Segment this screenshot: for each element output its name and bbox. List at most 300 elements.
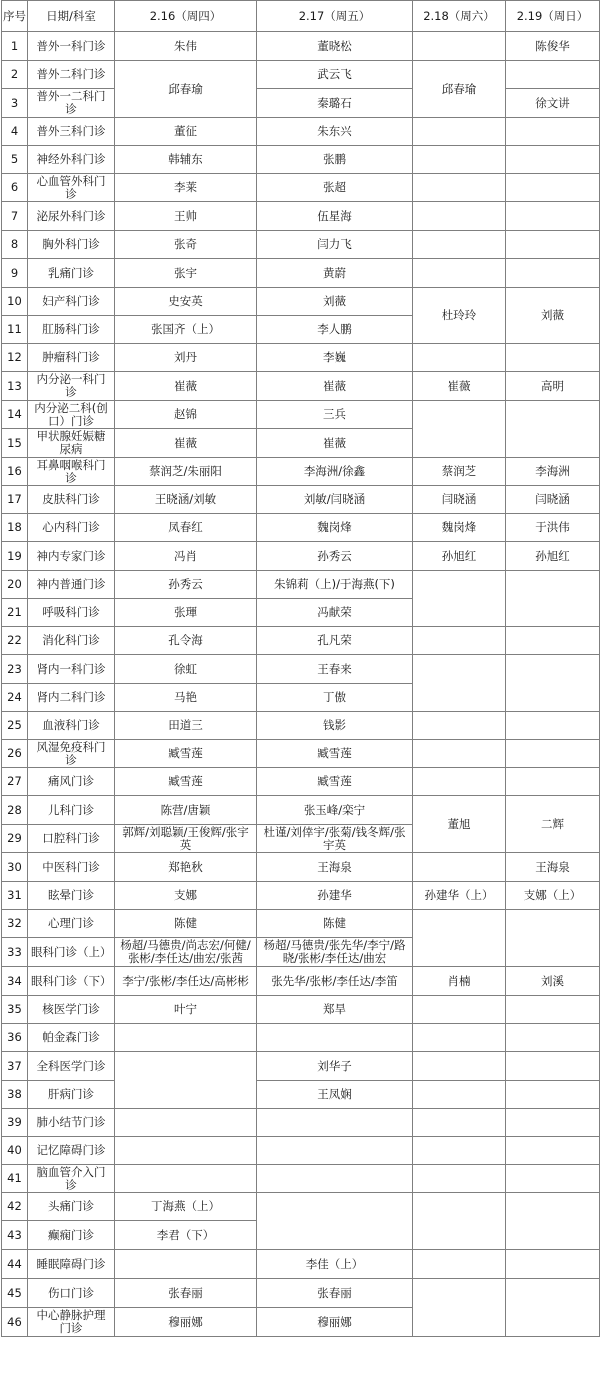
- department-name: 血液科门诊: [28, 712, 115, 740]
- schedule-cell-2-19: 孙旭红: [506, 542, 600, 571]
- schedule-cell-2-16: 郑艳秋: [115, 853, 257, 882]
- schedule-cell-2-19: [506, 1024, 600, 1052]
- department-name: 癫痫门诊: [28, 1221, 115, 1250]
- row-number: 12: [2, 344, 28, 372]
- row-number: 26: [2, 740, 28, 768]
- schedule-cell-2-18: 闫晓涵: [413, 486, 506, 514]
- schedule-cell-2-16: [115, 1052, 257, 1109]
- schedule-cell-2-18: [413, 146, 506, 174]
- schedule-cell-2-18: [413, 202, 506, 231]
- row-number: 10: [2, 288, 28, 316]
- schedule-cell-2-19: [506, 61, 600, 89]
- table-row: [2, 967, 600, 996]
- department-name: 儿科门诊: [28, 796, 115, 825]
- header-cell-index: 序号: [2, 1, 28, 32]
- department-name: 妇产科门诊: [28, 288, 115, 316]
- department-name: 普外二科门诊: [28, 61, 115, 89]
- table-row: [2, 231, 600, 259]
- schedule-cell-2-19: [506, 910, 600, 967]
- row-number: 14: [2, 401, 28, 429]
- schedule-cell-2-19: 刘溪: [506, 967, 600, 996]
- schedule-cell-2-18: 董旭: [413, 796, 506, 853]
- department-name: 内分泌一科门诊: [28, 372, 115, 401]
- schedule-cell-2-19: [506, 1279, 600, 1337]
- row-number: 34: [2, 967, 28, 996]
- table-row: [2, 1137, 600, 1165]
- schedule-cell-2-17: 张超: [257, 174, 413, 202]
- table-row: [2, 89, 600, 118]
- department-name: 心内科门诊: [28, 514, 115, 542]
- department-name: 核医学门诊: [28, 996, 115, 1024]
- department-name: 肛肠科门诊: [28, 316, 115, 344]
- header-cell-department: 日期/科室: [28, 1, 115, 32]
- department-name: 风湿免疫科门诊: [28, 740, 115, 768]
- schedule-cell-2-16: 臧雪莲: [115, 740, 257, 768]
- schedule-cell-2-18: [413, 768, 506, 796]
- schedule-cell-2-17: 穆丽娜: [257, 1308, 413, 1337]
- table-row: [2, 853, 600, 882]
- schedule-cell-2-18: 崔薇: [413, 372, 506, 401]
- row-number: 46: [2, 1308, 28, 1337]
- table-row: [2, 542, 600, 571]
- row-number: 1: [2, 32, 28, 61]
- schedule-cell-2-17: 杨超/马德贵/张先华/李宁/路晓/张彬/李任达/曲宏: [257, 938, 413, 967]
- schedule-cell-2-16: 陈营/唐颖: [115, 796, 257, 825]
- table-row: [2, 61, 600, 89]
- schedule-cell-2-16: 冯肖: [115, 542, 257, 571]
- department-name: 耳鼻咽喉科门诊: [28, 458, 115, 486]
- schedule-cell-2-16: 崔薇: [115, 429, 257, 458]
- schedule-cell-2-18: 肖楠: [413, 967, 506, 996]
- schedule-cell-2-19: [506, 1193, 600, 1250]
- schedule-cell-2-17: 孙建华: [257, 882, 413, 910]
- department-name: 肝病门诊: [28, 1081, 115, 1109]
- department-name: 甲状腺妊娠糖尿病: [28, 429, 115, 458]
- schedule-cell-2-19: 刘薇: [506, 288, 600, 344]
- table-row: [2, 458, 600, 486]
- department-name: 心理门诊: [28, 910, 115, 938]
- schedule-cell-2-17: 闫力飞: [257, 231, 413, 259]
- schedule-cell-2-17: 张鹏: [257, 146, 413, 174]
- schedule-cell-2-17: 张先华/张彬/李任达/李笛: [257, 967, 413, 996]
- table-row: [2, 118, 600, 146]
- row-number: 7: [2, 202, 28, 231]
- schedule-cell-2-18: [413, 740, 506, 768]
- table-row: [2, 288, 600, 316]
- schedule-cell-2-19: 李海洲: [506, 458, 600, 486]
- table-row: [2, 655, 600, 684]
- schedule-cell-2-17: 臧雪莲: [257, 768, 413, 796]
- schedule-cell-2-17: 朱锦莉（上)/于海燕(下): [257, 571, 413, 599]
- row-number: 32: [2, 910, 28, 938]
- schedule-cell-2-19: [506, 1081, 600, 1109]
- row-number: 30: [2, 853, 28, 882]
- schedule-cell-2-18: 魏岗烽: [413, 514, 506, 542]
- row-number: 5: [2, 146, 28, 174]
- schedule-cell-2-18: [413, 1052, 506, 1081]
- schedule-cell-2-18: [413, 1109, 506, 1137]
- schedule-cell-2-17: 钱影: [257, 712, 413, 740]
- department-name: 神经外科门诊: [28, 146, 115, 174]
- schedule-cell-2-16: 凤春红: [115, 514, 257, 542]
- schedule-cell-2-18: [413, 174, 506, 202]
- schedule-cell-2-16: 张琿: [115, 599, 257, 627]
- schedule-cell-2-17: 臧雪莲: [257, 740, 413, 768]
- schedule-cell-2-17: 刘薇: [257, 288, 413, 316]
- table-row: [2, 1024, 600, 1052]
- schedule-cell-2-16: 董征: [115, 118, 257, 146]
- schedule-cell-2-18: [413, 655, 506, 712]
- schedule-cell-2-19: [506, 1250, 600, 1279]
- schedule-cell-2-18: 孙旭红: [413, 542, 506, 571]
- row-number: 4: [2, 118, 28, 146]
- schedule-cell-2-18: [413, 1081, 506, 1109]
- schedule-cell-2-17: 刘敏/闫晓涵: [257, 486, 413, 514]
- schedule-cell-2-16: 史安英: [115, 288, 257, 316]
- department-name: 肾内二科门诊: [28, 684, 115, 712]
- schedule-cell-2-19: [506, 768, 600, 796]
- schedule-cell-2-17: [257, 1137, 413, 1165]
- schedule-cell-2-17: 刘华子: [257, 1052, 413, 1081]
- schedule-cell-2-16: 郭辉/刘聪颖/王俊辉/张宇英: [115, 825, 257, 853]
- schedule-cell-2-18: [413, 996, 506, 1024]
- schedule-cell-2-17: 崔薇: [257, 429, 413, 458]
- schedule-cell-2-19: [506, 202, 600, 231]
- row-number: 23: [2, 655, 28, 684]
- schedule-cell-2-17: 武云飞: [257, 61, 413, 89]
- schedule-cell-2-16: 徐虹: [115, 655, 257, 684]
- row-number: 31: [2, 882, 28, 910]
- schedule-cell-2-17: 魏岗烽: [257, 514, 413, 542]
- schedule-cell-2-17: 张玉峰/栾宁: [257, 796, 413, 825]
- row-number: 33: [2, 938, 28, 967]
- department-name: 记忆障碍门诊: [28, 1137, 115, 1165]
- header-cell-date: 2.17（周五）: [257, 1, 413, 32]
- schedule-cell-2-19: [506, 1165, 600, 1193]
- schedule-cell-2-19: 于洪伟: [506, 514, 600, 542]
- row-number: 44: [2, 1250, 28, 1279]
- schedule-cell-2-16: [115, 1024, 257, 1052]
- schedule-cell-2-18: [413, 1250, 506, 1279]
- schedule-cell-2-17: 李巍: [257, 344, 413, 372]
- header-cell-date: 2.19（周日）: [506, 1, 600, 32]
- schedule-cell-2-17: 郑旱: [257, 996, 413, 1024]
- table-row: [2, 486, 600, 514]
- row-number: 9: [2, 259, 28, 288]
- row-number: 3: [2, 89, 28, 118]
- row-number: 13: [2, 372, 28, 401]
- schedule-cell-2-19: [506, 996, 600, 1024]
- schedule-cell-2-18: 邱春瑜: [413, 61, 506, 118]
- row-number: 2: [2, 61, 28, 89]
- schedule-cell-2-17: 崔薇: [257, 372, 413, 401]
- schedule-cell-2-16: 张奇: [115, 231, 257, 259]
- department-name: 伤口门诊: [28, 1279, 115, 1308]
- schedule-cell-2-19: 闫晓涵: [506, 486, 600, 514]
- schedule-cell-2-17: [257, 1165, 413, 1193]
- row-number: 39: [2, 1109, 28, 1137]
- schedule-cell-2-16: 王帅: [115, 202, 257, 231]
- header-cell-date: 2.16（周四）: [115, 1, 257, 32]
- schedule-cell-2-18: [413, 1024, 506, 1052]
- schedule-cell-2-19: 王海泉: [506, 853, 600, 882]
- schedule-cell-2-19: [506, 1052, 600, 1081]
- row-number: 36: [2, 1024, 28, 1052]
- schedule-cell-2-18: [413, 231, 506, 259]
- row-number: 25: [2, 712, 28, 740]
- schedule-cell-2-17: 孔凡荣: [257, 627, 413, 655]
- schedule-cell-2-17: 三兵: [257, 401, 413, 429]
- schedule-cell-2-17: 丁傲: [257, 684, 413, 712]
- row-number: 42: [2, 1193, 28, 1221]
- schedule-cell-2-16: 杨超/马德贵/尚志宏/何健/张彬/李任达/曲宏/张茜: [115, 938, 257, 967]
- department-name: 心血管外科门诊: [28, 174, 115, 202]
- schedule-cell-2-16: 李君（下）: [115, 1221, 257, 1250]
- schedule-cell-2-16: 王晓涵/刘敏: [115, 486, 257, 514]
- schedule-cell-2-16: 刘丹: [115, 344, 257, 372]
- table-row: [2, 146, 600, 174]
- row-number: 21: [2, 599, 28, 627]
- department-name: 全科医学门诊: [28, 1052, 115, 1081]
- row-number: 15: [2, 429, 28, 458]
- department-name: 乳痛门诊: [28, 259, 115, 288]
- row-number: 43: [2, 1221, 28, 1250]
- schedule-cell-2-19: 徐文讲: [506, 89, 600, 118]
- schedule-cell-2-18: [413, 1193, 506, 1250]
- row-number: 18: [2, 514, 28, 542]
- schedule-cell-2-17: 陈健: [257, 910, 413, 938]
- row-number: 24: [2, 684, 28, 712]
- schedule-cell-2-16: 张春丽: [115, 1279, 257, 1308]
- table-row: [2, 202, 600, 231]
- schedule-cell-2-17: 孙秀云: [257, 542, 413, 571]
- row-number: 38: [2, 1081, 28, 1109]
- table-row: [2, 712, 600, 740]
- department-name: 普外三科门诊: [28, 118, 115, 146]
- row-number: 41: [2, 1165, 28, 1193]
- table-row: [2, 996, 600, 1024]
- schedule-cell-2-19: [506, 1137, 600, 1165]
- table-row: [2, 372, 600, 401]
- table-row: [2, 259, 600, 288]
- schedule-cell-2-19: [506, 401, 600, 458]
- schedule-cell-2-17: 伍星海: [257, 202, 413, 231]
- schedule-cell-2-18: [413, 118, 506, 146]
- schedule-cell-2-18: 孙建华（上）: [413, 882, 506, 910]
- schedule-cell-2-16: 蔡润芝/朱丽阳: [115, 458, 257, 486]
- schedule-cell-2-16: 李宁/张彬/李任达/高彬彬: [115, 967, 257, 996]
- department-name: 泌尿外科门诊: [28, 202, 115, 231]
- department-name: 肾内一科门诊: [28, 655, 115, 684]
- schedule-cell-2-19: [506, 571, 600, 627]
- schedule-cell-2-19: [506, 344, 600, 372]
- department-name: 肿瘤科门诊: [28, 344, 115, 372]
- schedule-cell-2-17: 冯献荣: [257, 599, 413, 627]
- department-name: 消化科门诊: [28, 627, 115, 655]
- schedule-cell-2-16: 丁海燕（上）: [115, 1193, 257, 1221]
- schedule-cell-2-19: [506, 174, 600, 202]
- schedule-cell-2-16: [115, 1137, 257, 1165]
- department-name: 神内普通门诊: [28, 571, 115, 599]
- schedule-cell-2-16: 臧雪莲: [115, 768, 257, 796]
- schedule-cell-2-18: 蔡润芝: [413, 458, 506, 486]
- schedule-cell-2-17: 董晓松: [257, 32, 413, 61]
- schedule-cell-2-16: 陈健: [115, 910, 257, 938]
- schedule-cell-2-18: [413, 853, 506, 882]
- schedule-cell-2-19: 二辉: [506, 796, 600, 853]
- schedule-cell-2-17: 李佳（上）: [257, 1250, 413, 1279]
- table-row: [2, 1250, 600, 1279]
- header-row: [2, 1, 600, 32]
- schedule-cell-2-16: 朱伟: [115, 32, 257, 61]
- department-name: 头痛门诊: [28, 1193, 115, 1221]
- table-row: [2, 768, 600, 796]
- table-row: [2, 401, 600, 429]
- table-row: [2, 882, 600, 910]
- schedule-cell-2-16: 张国齐（上）: [115, 316, 257, 344]
- row-number: 16: [2, 458, 28, 486]
- row-number: 40: [2, 1137, 28, 1165]
- schedule-cell-2-18: [413, 32, 506, 61]
- row-number: 11: [2, 316, 28, 344]
- department-name: 口腔科门诊: [28, 825, 115, 853]
- department-name: 中医科门诊: [28, 853, 115, 882]
- row-number: 29: [2, 825, 28, 853]
- department-name: 帕金森门诊: [28, 1024, 115, 1052]
- schedule-cell-2-18: [413, 1165, 506, 1193]
- schedule-cell-2-16: [115, 1165, 257, 1193]
- schedule-cell-2-17: 王凤娴: [257, 1081, 413, 1109]
- schedule-cell-2-19: [506, 712, 600, 740]
- table-row: [2, 740, 600, 768]
- row-number: 20: [2, 571, 28, 599]
- department-name: 皮肤科门诊: [28, 486, 115, 514]
- schedule-cell-2-16: [115, 1250, 257, 1279]
- row-number: 17: [2, 486, 28, 514]
- schedule-cell-2-17: 李海洲/徐鑫: [257, 458, 413, 486]
- department-name: 神内专家门诊: [28, 542, 115, 571]
- schedule-cell-2-16: 支娜: [115, 882, 257, 910]
- schedule-cell-2-18: [413, 1279, 506, 1337]
- table-row: [2, 344, 600, 372]
- schedule-cell-2-16: 张宇: [115, 259, 257, 288]
- table-row: [2, 174, 600, 202]
- department-name: 眩晕门诊: [28, 882, 115, 910]
- row-number: 19: [2, 542, 28, 571]
- schedule-cell-2-16: 马艳: [115, 684, 257, 712]
- schedule-cell-2-19: [506, 146, 600, 174]
- schedule-cell-2-17: 秦璐石: [257, 89, 413, 118]
- schedule-cell-2-16: 孙秀云: [115, 571, 257, 599]
- schedule-cell-2-18: [413, 344, 506, 372]
- table-row: [2, 1165, 600, 1193]
- table-row: [2, 1052, 600, 1081]
- schedule-cell-2-19: 陈俊华: [506, 32, 600, 61]
- department-name: 中心静脉护理门诊: [28, 1308, 115, 1337]
- schedule-cell-2-19: [506, 1109, 600, 1137]
- department-name: 内分泌二科(创口）门诊: [28, 401, 115, 429]
- schedule-cell-2-17: [257, 1024, 413, 1052]
- schedule-cell-2-17: 王春来: [257, 655, 413, 684]
- schedule-cell-2-19: [506, 627, 600, 655]
- department-name: 普外一科门诊: [28, 32, 115, 61]
- duty-schedule-table: [1, 0, 600, 1337]
- schedule-cell-2-17: 杜谨/刘倖宇/张菊/钱冬辉/张宇英: [257, 825, 413, 853]
- row-number: 6: [2, 174, 28, 202]
- table-row: [2, 571, 600, 599]
- department-name: 胸外科门诊: [28, 231, 115, 259]
- row-number: 28: [2, 796, 28, 825]
- row-number: 8: [2, 231, 28, 259]
- schedule-cell-2-17: 张春丽: [257, 1279, 413, 1308]
- schedule-cell-2-18: [413, 910, 506, 967]
- header-cell-date: 2.18（周六）: [413, 1, 506, 32]
- schedule-cell-2-18: [413, 401, 506, 458]
- row-number: 45: [2, 1279, 28, 1308]
- schedule-cell-2-18: [413, 571, 506, 627]
- schedule-cell-2-19: [506, 655, 600, 712]
- table-row: [2, 1081, 600, 1109]
- schedule-cell-2-18: 杜玲玲: [413, 288, 506, 344]
- schedule-cell-2-18: [413, 1137, 506, 1165]
- table-row: [2, 627, 600, 655]
- department-name: 呼吸科门诊: [28, 599, 115, 627]
- schedule-cell-2-16: [115, 1109, 257, 1137]
- row-number: 27: [2, 768, 28, 796]
- table-row: [2, 1109, 600, 1137]
- row-number: 35: [2, 996, 28, 1024]
- schedule-cell-2-19: 高明: [506, 372, 600, 401]
- department-name: 普外一二科门诊: [28, 89, 115, 118]
- schedule-cell-2-16: 穆丽娜: [115, 1308, 257, 1337]
- schedule-cell-2-17: 王海泉: [257, 853, 413, 882]
- row-number: 37: [2, 1052, 28, 1081]
- schedule-cell-2-16: 邱春瑜: [115, 61, 257, 118]
- schedule-cell-2-19: [506, 118, 600, 146]
- department-name: 眼科门诊（下）: [28, 967, 115, 996]
- department-name: 眼科门诊（上）: [28, 938, 115, 967]
- schedule-cell-2-16: 李莱: [115, 174, 257, 202]
- schedule-cell-2-16: 田道三: [115, 712, 257, 740]
- schedule-cell-2-16: 赵锦: [115, 401, 257, 429]
- schedule-cell-2-16: 孔令海: [115, 627, 257, 655]
- schedule-cell-2-17: [257, 1193, 413, 1250]
- schedule-cell-2-17: 黄蔚: [257, 259, 413, 288]
- department-name: 肺小结节门诊: [28, 1109, 115, 1137]
- schedule-cell-2-16: 叶宁: [115, 996, 257, 1024]
- schedule-cell-2-19: [506, 259, 600, 288]
- schedule-cell-2-19: 支娜（上）: [506, 882, 600, 910]
- table-row: [2, 514, 600, 542]
- schedule-cell-2-19: [506, 740, 600, 768]
- schedule-cell-2-17: [257, 1109, 413, 1137]
- schedule-cell-2-17: 李人鹏: [257, 316, 413, 344]
- row-number: 22: [2, 627, 28, 655]
- schedule-cell-2-18: [413, 259, 506, 288]
- department-name: 痛风门诊: [28, 768, 115, 796]
- schedule-cell-2-17: 朱东兴: [257, 118, 413, 146]
- schedule-cell-2-18: [413, 627, 506, 655]
- table-row: [2, 910, 600, 938]
- schedule-cell-2-16: 韩辅东: [115, 146, 257, 174]
- table-row: [2, 1279, 600, 1308]
- schedule-cell-2-19: [506, 231, 600, 259]
- schedule-cell-2-18: [413, 712, 506, 740]
- department-name: 脑血管介入门诊: [28, 1165, 115, 1193]
- table-row: [2, 32, 600, 61]
- department-name: 睡眠障碍门诊: [28, 1250, 115, 1279]
- schedule-cell-2-16: 崔薇: [115, 372, 257, 401]
